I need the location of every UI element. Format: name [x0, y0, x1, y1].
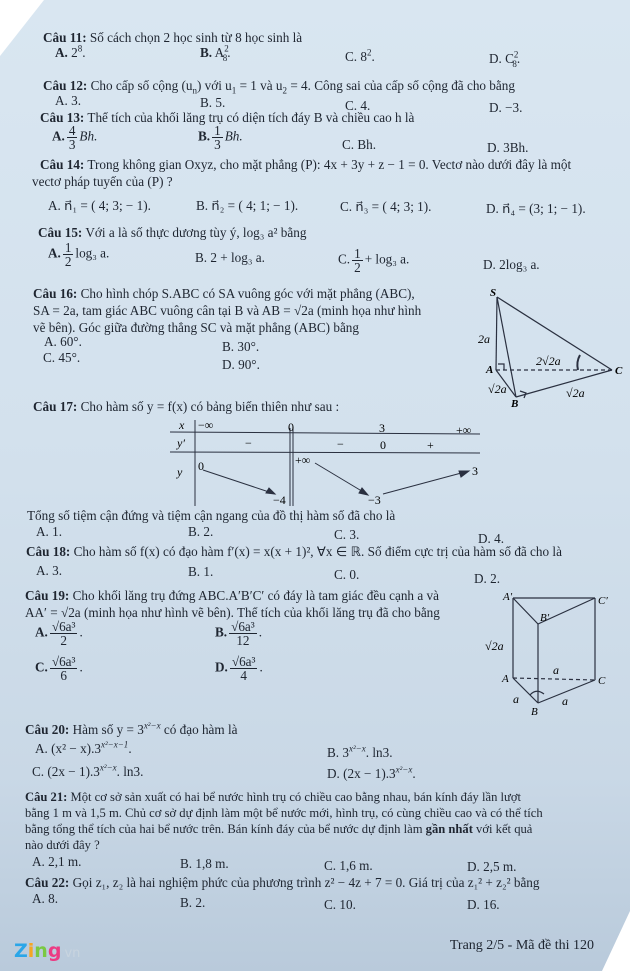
- question-20: Câu 20: Hàm số $y = 3^{x^2-x}$ có đạo hàm là: [25, 720, 238, 737]
- q18-option-a: A. 3.: [36, 563, 63, 578]
- q15-option-d: D. 2log₃ a.: [483, 257, 540, 272]
- q19-option-c: C. $\frac{\text{√6a³}}{6}$ .: [35, 654, 83, 683]
- q17-option-d: D. 4.: [478, 531, 505, 546]
- q19-option-d: D. $\frac{\text{√6a³}}{4}$ .: [215, 654, 263, 683]
- question-14: Câu 14: Trong không gian Oxyz, cho mặt phẳng (P): 4x + 3y + z − 1 = 0. Vectơ nào dưới đây là một: [40, 157, 572, 172]
- variation-table: [165, 418, 485, 506]
- q11-option-b: B. $A^2_8$.: [200, 43, 231, 63]
- svg-text:√2a: √2a: [485, 639, 504, 653]
- q16-option-c: C. 45°.: [43, 350, 81, 365]
- q13-option-a: A. $\frac{4}{3}$ Bh.: [52, 123, 98, 152]
- question-16: Câu 16: Cho hình chóp S.ABC có SA vuông góc với mặt phẳng (ABC),: [33, 286, 415, 301]
- q14-option-a: A. n⃗₁ = ( 4; 3; − 1).: [48, 198, 151, 213]
- svg-text:a: a: [553, 663, 559, 677]
- question-12: Câu 12: Cho cấp số cộng $(u_n)$ với $u_1 = 1$ và $u_2 = 4$. Công sai của cấp số cộng đã cho bằng: [43, 78, 515, 96]
- paper-corner-top-left: [0, 0, 44, 56]
- pyramid-figure: [470, 285, 630, 410]
- q22-option-d: D. 16.: [467, 897, 500, 912]
- q15-option-b: B. 2 + log₃ a.: [195, 250, 265, 265]
- q11-option-c: C. $8^2$.: [345, 47, 375, 64]
- q19-line2: AA′ = √2a (minh họa như hình vẽ bên). Thể tích của khối lăng trụ đã cho bằng: [25, 605, 440, 620]
- svg-text:C: C: [615, 365, 623, 377]
- svg-text:+∞: +∞: [295, 453, 311, 467]
- svg-text:S: S: [490, 287, 497, 299]
- q21-line4: nào dưới đây ?: [25, 838, 100, 852]
- svg-text:B: B: [511, 398, 519, 410]
- q21-option-a: A. 2,1 m.: [32, 854, 82, 869]
- q19-option-b: B. $\frac{\text{√6a³}}{12}$ .: [215, 619, 263, 648]
- svg-text:√2a: √2a: [488, 382, 507, 396]
- q13-option-b: B. $\frac{1}{3}$ Bh.: [198, 123, 243, 152]
- q20-option-d: D. $(2x - 1).3^{x^2-x}$.: [327, 764, 416, 781]
- q14-option-d: D. n⃗₄ = (3; 1; − 1).: [486, 201, 586, 216]
- q21-option-d: D. 2,5 m.: [467, 859, 517, 874]
- svg-text:C: C: [598, 675, 606, 687]
- q16-option-b: B. 30°.: [222, 339, 260, 354]
- svg-text:3: 3: [379, 421, 385, 435]
- svg-text:B′: B′: [540, 612, 550, 624]
- question-17: Câu 17: Cho hàm số y = f(x) có bảng biến thiên như sau :: [33, 399, 340, 414]
- q22-option-a: A. 8.: [32, 891, 59, 906]
- question-19: Câu 19: Cho khối lăng trụ đứng ABC.A′B′C′ có đáy là tam giác đều cạnh a và: [25, 588, 439, 603]
- q21-line3: bằng tổng thể tích của hai bể nước trên. Bán kính đáy của bể nước dự định làm gần nhất với kết quả: [25, 822, 533, 836]
- question-15: Câu 15: Với a là số thực dương tùy ý, log₃ a² bằng: [38, 225, 307, 240]
- svg-text:C′: C′: [598, 595, 608, 607]
- svg-text:−3: −3: [368, 493, 381, 506]
- q16-option-a: A. 60°.: [44, 334, 82, 349]
- question-22: Câu 22: Gọi z₁, z₂ là hai nghiệm phức của phương trình z² − 4z + 7 = 0. Giá trị của z₁² + z₂² bằng: [25, 875, 540, 890]
- q13-option-c: C. Bh.: [342, 137, 377, 152]
- q21-option-c: C. 1,6 m.: [324, 858, 373, 873]
- q18-option-d: D. 2.: [474, 571, 501, 586]
- q18-option-b: B. 1.: [188, 564, 214, 579]
- q17-option-c: C. 3.: [334, 527, 360, 542]
- q11-option-a: A. $2^8$.: [55, 43, 86, 60]
- q11-option-d: D. $C^2_8$.: [489, 49, 521, 69]
- svg-text:a: a: [513, 692, 519, 706]
- question-21: Câu 21: Một cơ sở sản xuất có hai bể nước hình trụ có chiều cao bằng nhau, bán kính đáy lần lượt: [25, 790, 522, 804]
- svg-text:y: y: [177, 465, 183, 479]
- q16-line3: vẽ bên). Góc giữa đường thẳng SC và mặt phẳng (ABC) bằng: [33, 320, 359, 335]
- q20-option-b: B. $3^{x^2-x}$. ln3.: [327, 743, 393, 760]
- q16-option-d: D. 90°.: [222, 357, 260, 372]
- q15-option-a: A. $\frac{1}{2}$ log₃ a.: [48, 240, 110, 269]
- q14-option-b: B. n⃗₂ = ( 4; 1; − 1).: [196, 198, 299, 213]
- svg-text:2√2a: 2√2a: [536, 354, 561, 368]
- svg-text:0: 0: [380, 438, 386, 452]
- svg-text:−: −: [337, 437, 344, 451]
- q18-option-c: C. 0.: [334, 567, 360, 582]
- q21-option-b: B. 1,8 m.: [180, 856, 229, 871]
- q14-line2: vectơ pháp tuyến của (P) ?: [32, 174, 173, 189]
- paper-corner-bottom-right: [602, 911, 630, 971]
- question-11: Câu 11: Số cách chọn 2 học sinh từ 8 học sinh là: [43, 30, 303, 45]
- page-footer: Trang 2/5 - Mã đề thi 120: [449, 938, 594, 953]
- q20-option-c: C. $(2x - 1).3^{x^2-x}$. ln3.: [32, 762, 144, 779]
- q22-option-c: C. 10.: [324, 897, 356, 912]
- q17-option-b: B. 2.: [188, 524, 214, 539]
- q14-option-c: C. n⃗₃ = ( 4; 3; 1).: [340, 199, 432, 214]
- svg-text:A: A: [502, 673, 509, 685]
- zing-logo: Zing vn: [14, 940, 81, 962]
- svg-text:+: +: [427, 438, 434, 452]
- q12-option-a: A. 3.: [55, 93, 82, 108]
- q12-option-d: D. −3.: [489, 100, 523, 115]
- svg-text:3: 3: [472, 464, 478, 478]
- svg-text:A: A: [486, 364, 494, 376]
- svg-text:−4: −4: [273, 493, 286, 506]
- svg-text:x: x: [179, 418, 185, 432]
- question-18: Câu 18: Cho hàm số f(x) có đạo hàm f′(x) = x(x + 1)², ∀x ∈ ℝ. Số điểm cực trị của hàm số đã cho là: [26, 544, 562, 559]
- q17-option-a: A. 1.: [36, 524, 63, 539]
- svg-text:+∞: +∞: [456, 423, 472, 437]
- q12-option-c: C. 4.: [345, 98, 371, 113]
- q15-option-c: C. $\frac{1}{2}$ + log₃ a.: [338, 246, 410, 275]
- svg-text:−: −: [245, 436, 252, 450]
- q20-option-a: A. $(x^2 - x).3^{x^2-x-1}$.: [35, 739, 132, 756]
- q16-line2: SA = 2a, tam giác ABC vuông cân tại B và AB = √2a (minh họa như hình: [33, 303, 422, 318]
- svg-text:2a: 2a: [478, 332, 490, 346]
- svg-text:0: 0: [288, 420, 294, 434]
- q22-option-b: B. 2.: [180, 895, 206, 910]
- svg-text:−∞: −∞: [198, 418, 214, 432]
- prism-figure: [470, 588, 630, 718]
- svg-text:a: a: [562, 694, 568, 708]
- svg-text:A′: A′: [503, 591, 513, 603]
- q12-option-b: B. 5.: [200, 95, 226, 110]
- question-13: Câu 13: Thể tích của khối lăng trụ có diện tích đáy B và chiều cao h là: [40, 110, 415, 125]
- q21-line2: bằng 1 m và 1,5 m. Chủ cơ sở dự định làm một bể nước mới, hình trụ, có cùng chiều cao và có thể tích: [25, 806, 543, 820]
- svg-text:√2a: √2a: [566, 386, 585, 400]
- q17-question: Tổng số tiệm cận đứng và tiệm cận ngang của đồ thị hàm số đã cho là: [27, 508, 396, 523]
- q13-option-d: D. 3Bh.: [487, 140, 529, 155]
- svg-text:y′: y′: [177, 436, 185, 450]
- svg-text:B: B: [531, 706, 538, 718]
- q19-option-a: A. $\frac{\text{√6a³}}{2}$ .: [35, 619, 83, 648]
- svg-text:0: 0: [198, 459, 204, 473]
